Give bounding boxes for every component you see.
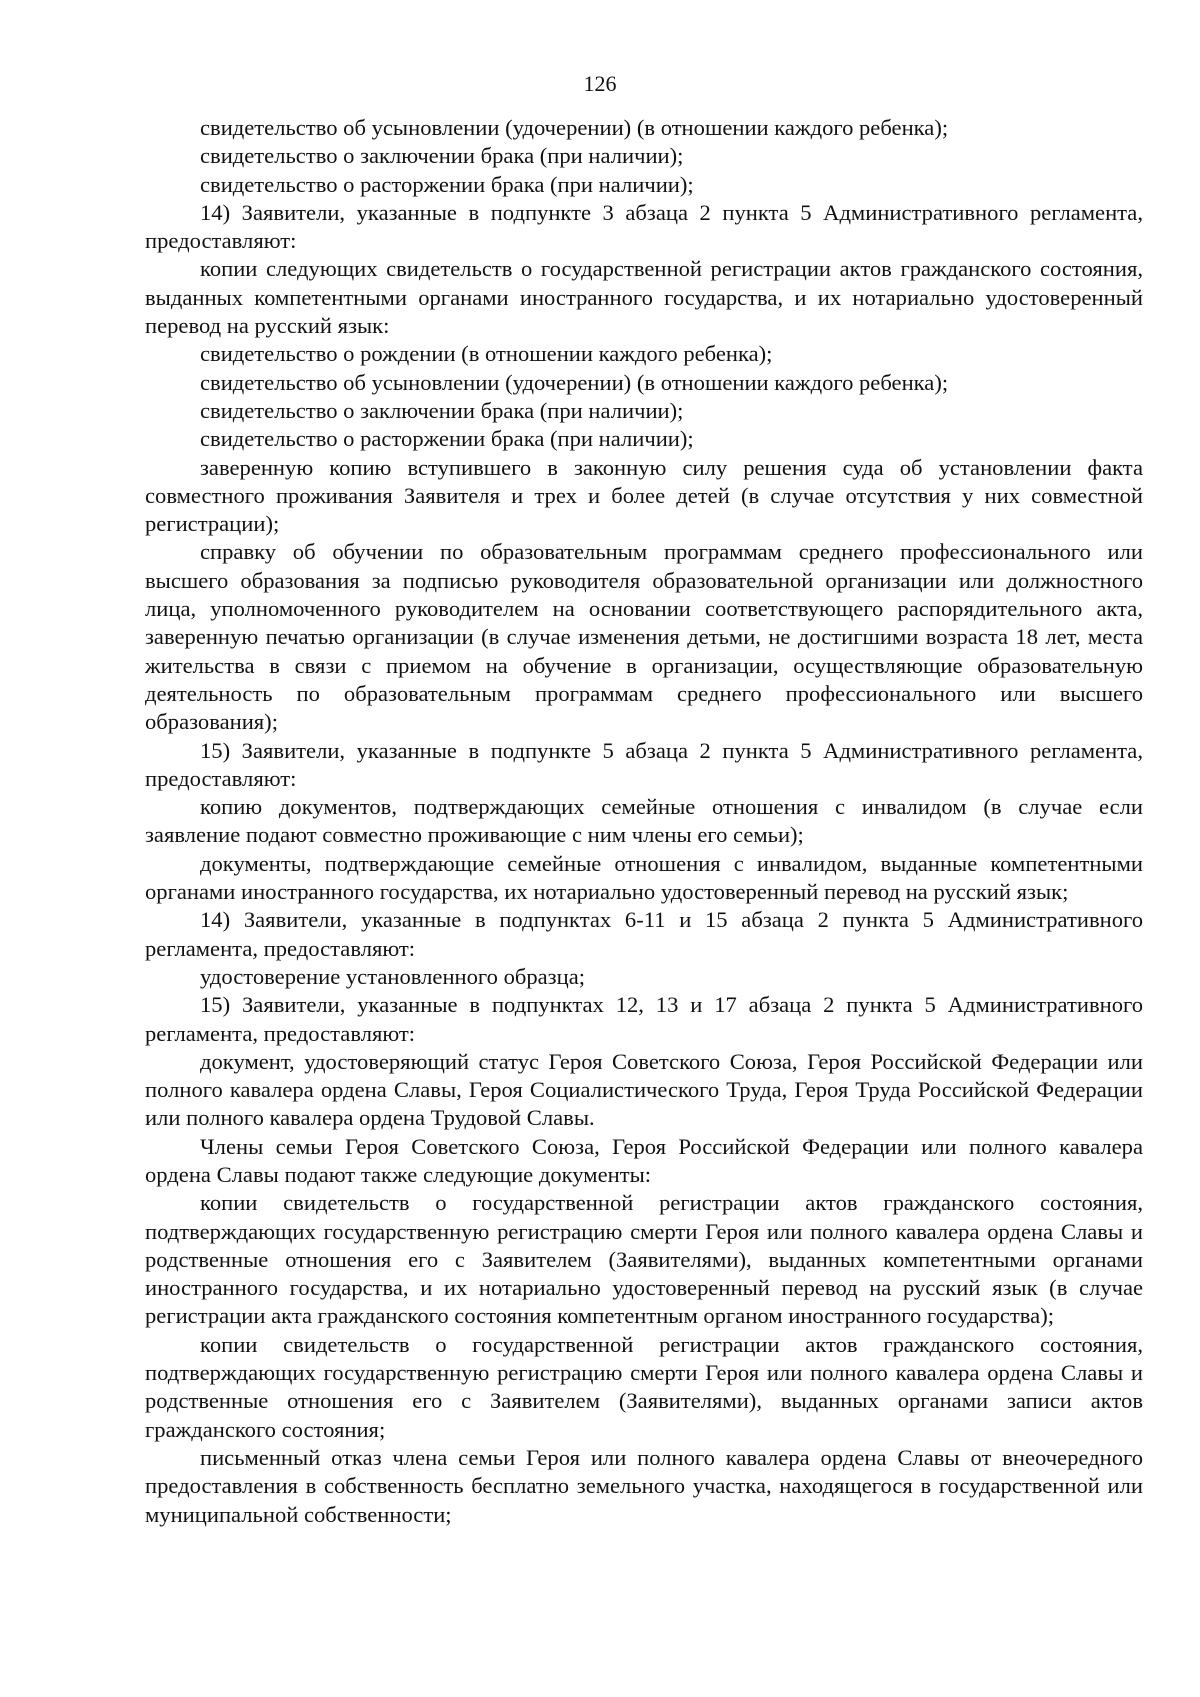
paragraph: заверенную копию вступившего в законную силу решения суда об установлении факта совместного проживания Заявителя и трех и более детей (в случае отсутствия у них совместной регистрации);: [145, 454, 1143, 537]
paragraph: документ, удостоверяющий статус Героя Советского Союза, Героя Российской Федерации или полного кавалера ордена Славы, Героя Социалистического Труда, Героя Труда Российской Федерации или полного кавалера ордена Трудовой Славы.: [145, 1048, 1143, 1131]
paragraph: 14) Заявители, указанные в подпункте 3 абзаца 2 пункта 5 Административного регламента, предоставляют:: [145, 199, 1143, 254]
paragraph: копии следующих свидетельств о государственной регистрации актов гражданского состояния, выданных компетентными органами иностранного государства, и их нотариально удостоверенный перевод на русский язык:: [145, 256, 1143, 339]
paragraph: свидетельство о расторжении брака (при наличии);: [200, 171, 694, 197]
paragraph: документы, подтверждающие семейные отношения с инвалидом, выданные компетентными органами иностранного государства, их нотариально удостоверенный перевод на русский язык;: [145, 850, 1143, 905]
paragraph: копию документов, подтверждающих семейные отношения с инвалидом (в случае если заявление подают совместно проживающие с ним члены его семьи);: [145, 794, 1143, 848]
paragraph: копии свидетельств о государственной регистрации актов гражданского состояния, подтверждающих государственную регистрацию смерти Героя или полного кавалера ордена Славы и родственные отношения его с Заявителем (Заявителями), выданных компетентными органами иностранного государства, и их нотариально удостоверенный перевод на русский язык (в случае регистрации акта гражданского состояния компетентным органом иностранного государства);: [145, 1190, 1143, 1329]
paragraph: 15) Заявители, указанные в подпунктах 12, 13 и 17 абзаца 2 пункта 5 Административного регламента, предоставляют:: [145, 992, 1143, 1046]
paragraph: свидетельство об усыновлении (удочерении) (в отношении каждого ребенка);: [200, 115, 949, 140]
paragraph: Члены семьи Героя Советского Союза, Героя Российской Федерации или полного кавалера ордена Славы подают также следующие документы:: [145, 1133, 1143, 1187]
paragraph: 14) Заявители, указанные в подпунктах 6-11 и 15 абзаца 2 пункта 5 Административного регламента, предоставляют:: [145, 907, 1143, 961]
paragraph: свидетельство о заключении брака (при наличии);: [200, 143, 684, 169]
paragraph: копии свидетельств о государственной регистрации актов гражданского состояния, подтверждающих государственную регистрацию смерти Героя или полного кавалера ордена Славы и родственные отношения его с Заявителем (Заявителями), выданных органами записи актов гражданского состояния;: [145, 1331, 1143, 1442]
paragraph: 15) Заявители, указанные в подпункте 5 абзаца 2 пункта 5 Административного регламента, предоставляют:: [145, 737, 1143, 791]
document-body: [145, 114, 1143, 1529]
paragraph: свидетельство об усыновлении (удочерении) (в отношении каждого ребенка);: [200, 369, 949, 395]
paragraph: удостоверение установленного образца;: [200, 963, 586, 989]
paragraph: свидетельство о заключении брака (при наличии);: [200, 397, 684, 423]
paragraph: свидетельство о расторжении брака (при наличии);: [200, 426, 694, 452]
paragraph: письменный отказ члена семьи Героя или полного кавалера ордена Славы от внеочередного предоставления в собственность бесплатно земельного участка, находящегося в государственной или муниципальной собственности;: [145, 1444, 1143, 1527]
page-number: 126: [583, 71, 617, 96]
paragraph: свидетельство о рождении (в отношении каждого ребенка);: [200, 341, 773, 367]
paragraph: справку об обучении по образовательным программам среднего профессионального или высшего образования за подписью руководителя образовательной организации или должностного лица, уполномоченного руководителем на основании соответствующего распорядительного акта, заверенную печатью организации (в случае изменения детьми, не достигшими возраста 18 лет, места жительства в связи с приемом на обучение в организации, осуществляющие образовательную деятельность по образовательным программам среднего профессионального или высшего образования);: [145, 539, 1143, 735]
